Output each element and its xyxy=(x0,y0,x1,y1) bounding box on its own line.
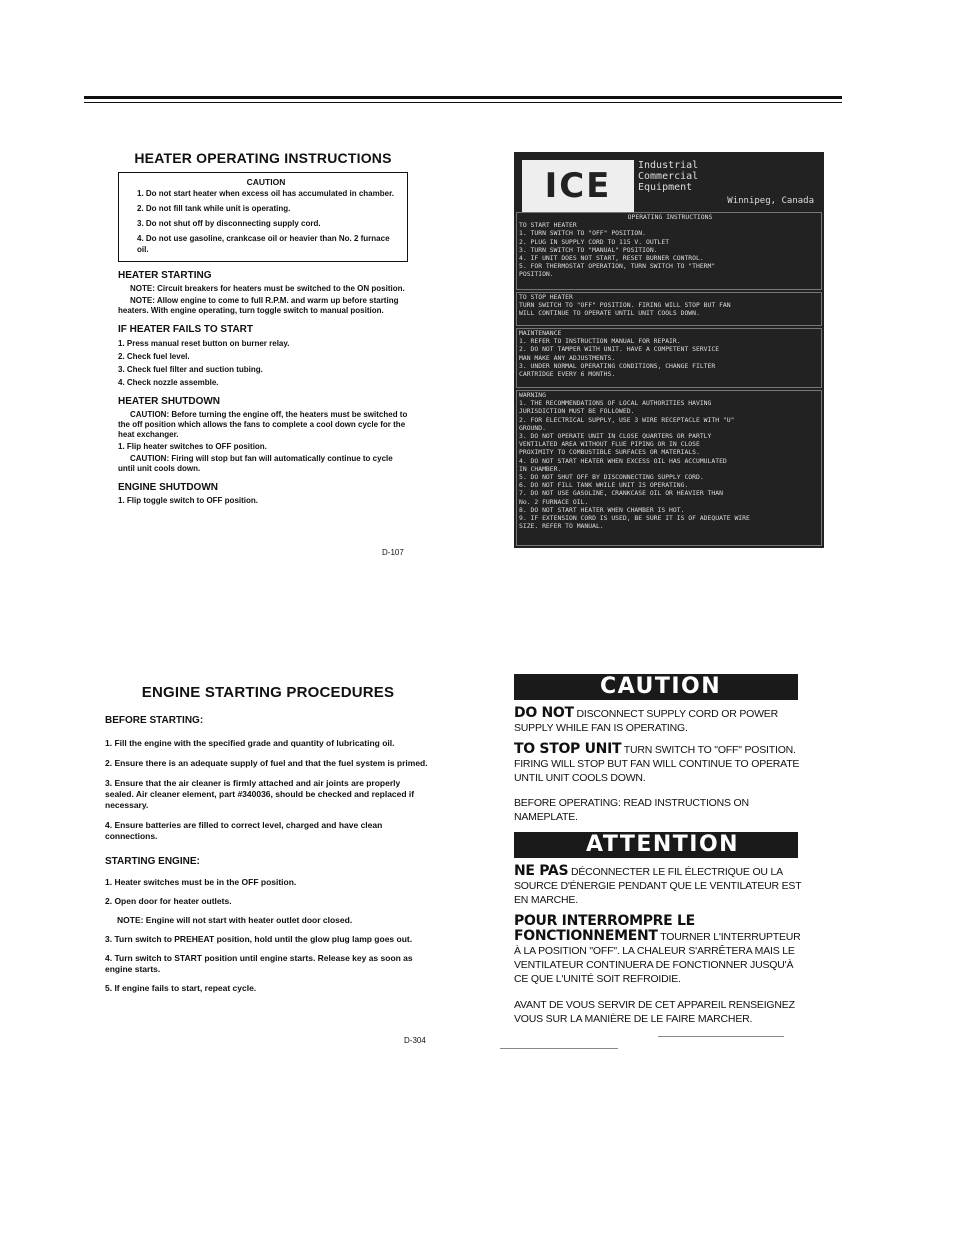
list-item: 2. Open door for heater outlets. xyxy=(105,896,232,906)
list-item: 1. Fill the engine with the specified grade and quantity of lubricating oil. xyxy=(105,738,395,748)
plate-line: JURISDICTION MUST BE FOLLOWED. xyxy=(519,407,635,416)
plate-line: 8. DO NOT START HEATER WHEN CHAMBER IS HOT. xyxy=(519,505,685,514)
heater-shutdown-title: HEATER SHUTDOWN xyxy=(118,396,221,407)
plate-line: 5. DO NOT SHUT OFF BY DISCONNECTING SUPPLY CORD. xyxy=(519,473,704,482)
plate-maintenance-block xyxy=(516,328,822,388)
attention-paragraph xyxy=(514,914,804,986)
plate-line: SIZE. REFER TO MANUAL. xyxy=(519,522,604,531)
caution-lead: DO NOT xyxy=(514,705,574,721)
caution-lead: TO STOP UNIT xyxy=(514,741,622,757)
bottom-rule-left xyxy=(500,1048,618,1049)
heater-shutdown-caution2: CAUTION: Firing will stop but fan will automatically continue to cycle until unit cools down. xyxy=(118,454,393,473)
engine-title: ENGINE STARTING PROCEDURES xyxy=(141,684,395,701)
attention-banner: ATTENTION xyxy=(514,832,798,858)
plate-line: POSITION. xyxy=(519,270,554,279)
plate-line: 7. DO NOT USE GASOLINE, CRANKCASE OIL OR HEAVIER THAN xyxy=(519,489,723,498)
ice-logo: ICE xyxy=(522,160,634,212)
engine-starting-title: STARTING ENGINE: xyxy=(105,856,200,867)
plate-line: MAINTENANCE xyxy=(519,329,562,337)
plate-line: 1. REFER TO INSTRUCTION MANUAL FOR REPAIR. xyxy=(519,337,681,346)
list-item: 4. Do not use gasoline, crankcase oil or heavier than No. 2 furnace oil. xyxy=(137,234,390,254)
plate-line: 3. DO NOT OPERATE UNIT IN CLOSE QUARTERS OR PARTLY xyxy=(519,432,712,441)
plate-line: 2. PLUG IN SUPPLY CORD TO 115 V. OUTLET xyxy=(519,237,670,246)
heater-starting-note: NOTE: Allow engine to come to full R.P.M. and warm up before starting heaters. With engine operating, turn toggle switch to manual position. xyxy=(118,296,399,315)
caution-paragraph xyxy=(514,742,804,785)
heater-caution-list xyxy=(137,188,395,255)
heater-caution-box xyxy=(118,172,408,262)
caution-banner: CAUTION xyxy=(514,674,798,700)
list-item: 3. Turn switch to PREHEAT position, hold until the glow plug lamp goes out. xyxy=(105,934,413,944)
list-item: 3. Do not shut off by disconnecting supply cord. xyxy=(137,219,321,228)
bottom-rule-right xyxy=(658,1036,784,1037)
plate-line: TO STOP HEATER xyxy=(519,293,573,301)
plate-line: MAN MAKE ANY ADJUSTMENTS. xyxy=(519,353,616,362)
heater-title: HEATER OPERATING INSTRUCTIONS xyxy=(134,150,392,166)
engine-before-list xyxy=(105,738,431,842)
attention-lead: POUR INTERROMPRE LE FONCTIONNEMENT xyxy=(514,913,695,944)
heater-code: D-107 xyxy=(382,548,404,557)
company-name xyxy=(638,160,698,193)
header-rule-thick xyxy=(84,96,842,99)
company-city: Winnipeg, Canada xyxy=(727,196,814,206)
engine-before-title: BEFORE STARTING: xyxy=(105,715,204,726)
caution-text: DISCONNECT SUPPLY CORD OR POWER SUPPLY WHILE FAN IS OPERATING. xyxy=(514,708,778,734)
heater-starting-note: NOTE: Circuit breakers for heaters must be switched to the ON position. xyxy=(130,284,405,293)
engine-starting-list xyxy=(105,877,431,994)
heater-starting-title: HEATER STARTING xyxy=(118,270,212,281)
plate-warning-block xyxy=(516,390,822,546)
list-item: 1. Do not start heater when excess oil has accumulated in chamber. xyxy=(137,189,394,198)
attention-text: DÉCONNECTER LE FIL ÉLECTRIQUE OU LA SOURCE D'ÉNERGIE PENDANT QUE LE VENTILATEUR EST EN MARCHE. xyxy=(514,866,802,906)
company-line: Industrial xyxy=(638,160,699,171)
heater-instructions xyxy=(118,150,408,508)
plate-line: OPERATING INSTRUCTIONS xyxy=(627,213,713,221)
plate-line: No. 2 FURNACE OIL. xyxy=(519,497,589,506)
plate-start-block xyxy=(516,212,822,290)
plate-line: GROUND. xyxy=(519,423,546,432)
list-item: 4. Check nozzle assemble. xyxy=(118,378,219,387)
plate-line: 4. IF UNIT DOES NOT START, RESET BURNER CONTROL. xyxy=(519,254,704,263)
heater-fails-list xyxy=(118,338,408,388)
engine-code: D-304 xyxy=(404,1036,426,1045)
header-rule-thin xyxy=(84,102,842,103)
plate-line: 1. TURN SWITCH TO "OFF" POSITION. xyxy=(519,229,646,238)
plate-line: PROXIMITY TO COMBUSTIBLE SURFACES OR MATERIALS. xyxy=(519,448,700,457)
attention-lead: NE PAS xyxy=(514,863,569,879)
ice-nameplate xyxy=(514,152,824,548)
list-item: 2. Check fuel level. xyxy=(118,352,190,361)
engine-shutdown-item: 1. Flip toggle switch to OFF position. xyxy=(118,496,258,505)
plate-line: 6. DO NOT FILL TANK WHILE UNIT IS OPERATING. xyxy=(519,481,689,490)
heater-shutdown-caution: CAUTION: Before turning the engine off, the heaters must be switched to the off position which allows the fans to complete a cool down cycle for the heat exchanger. xyxy=(118,410,408,439)
plate-line: IN CHAMBER. xyxy=(519,464,562,473)
plate-line: WARNING xyxy=(519,391,546,399)
list-item: 3. Check fuel filter and suction tubing. xyxy=(118,365,263,374)
plate-line: 3. TURN SWITCH TO "MANUAL" POSITION. xyxy=(519,245,658,254)
heater-shutdown-item: 1. Flip heater switches to OFF position. xyxy=(118,442,267,451)
list-item: 4. Turn switch to START position until engine starts. Release key as soon as engine starts. xyxy=(105,953,413,974)
plate-line: TURN SWITCH TO "OFF" POSITION. FIRING WILL STOP BUT FAN xyxy=(519,301,731,310)
list-item: 1. Heater switches must be in the OFF position. xyxy=(105,877,297,887)
attention-paragraph xyxy=(514,864,804,907)
plate-line: 5. FOR THERMOSTAT OPERATION, TURN SWITCH TO "THERM" xyxy=(519,262,716,271)
plate-line: 9. IF EXTENSION CORD IS USED, BE SURE IT IS OF ADEQUATE WIRE xyxy=(519,514,750,523)
plate-stop-block xyxy=(516,292,822,326)
list-item: 2. Do not fill tank while unit is operating. xyxy=(137,204,291,213)
plate-line: CARTRIDGE EVERY 6 MONTHS. xyxy=(519,370,616,379)
plate-line: TO START HEATER xyxy=(519,221,577,230)
attention-paragraph: AVANT DE VOUS SERVIR DE CET APPAREIL RENSEIGNEZ VOUS SUR LA MANIÈRE DE LE FAIRE MARCHER. xyxy=(514,999,795,1025)
engine-procedures xyxy=(105,684,431,994)
plate-line: VENTILATED AREA WITHOUT FLUE PIPING OR IN CLOSE xyxy=(519,440,700,449)
plate-line: 2. DO NOT TAMPER WITH UNIT. HAVE A COMPETENT SERVICE xyxy=(519,345,720,354)
heater-fails-title: IF HEATER FAILS TO START xyxy=(118,324,253,335)
heater-caution-title: CAUTION xyxy=(246,177,286,187)
caution-text: TURN SWITCH TO "OFF" POSITION. FIRING WILL STOP BUT FAN WILL CONTINUE TO OPERATE UNTIL UNIT COOLS DOWN. xyxy=(514,744,800,784)
engine-shutdown-title: ENGINE SHUTDOWN xyxy=(118,482,218,493)
caution-paragraph: BEFORE OPERATING: READ INSTRUCTIONS ON NAMEPLATE. xyxy=(514,797,749,823)
company-line: Equipment xyxy=(638,182,693,193)
list-item: NOTE: Engine will not start with heater outlet door closed. xyxy=(117,915,353,925)
company-line: Commercial xyxy=(638,171,699,182)
plate-line: 2. FOR ELECTRICAL SUPPLY, USE 3 WIRE RECEPTACLE WITH "U" xyxy=(519,415,735,424)
list-item: 4. Ensure batteries are filled to correct level, charged and have clean connections. xyxy=(105,820,383,841)
attention-text: TOURNER L'INTERRUPTEUR À LA POSITION "OFF". LA CHALEUR S'ARRÊTERA MAIS LE VENTILATEUR CONTINUERA DE FONCTIONNER JUSQU'À CE QUE L'UNITÉ SOIT REFROIDIE. xyxy=(514,931,801,985)
caution-paragraph xyxy=(514,706,804,735)
list-item: 2. Ensure there is an adequate supply of fuel and that the fuel system is primed. xyxy=(105,758,428,768)
plate-line: 4. DO NOT START HEATER WHEN EXCESS OIL HAS ACCUMULATED xyxy=(519,456,727,465)
list-item: 3. Ensure that the air cleaner is firmly attached and air joints are properly sealed. Air cleaner element, part #340036, should be checked and replaced if necessary. xyxy=(105,778,415,810)
plate-line: 3. UNDER NORMAL OPERATING CONDITIONS, CHANGE FILTER xyxy=(519,361,716,370)
list-item: 1. Press manual reset button on burner relay. xyxy=(118,339,290,348)
list-item: 5. If engine fails to start, repeat cycle. xyxy=(105,983,257,993)
plate-line: WILL CONTINUE TO OPERATE UNTIL UNIT COOLS DOWN. xyxy=(519,309,700,318)
plate-line: 1. THE RECOMMENDATIONS OF LOCAL AUTHORITIES HAVING xyxy=(519,399,712,408)
